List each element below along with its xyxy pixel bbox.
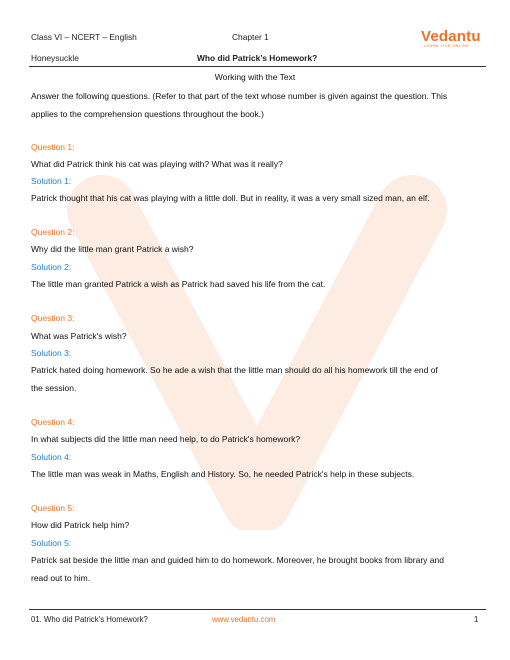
chapter-title: Who did Patrick’s Homework? [197, 53, 318, 63]
question-text: In what subjects did the little man need help, to do Patrick's homework? [31, 434, 301, 444]
section-title: Working with the Text [214, 72, 296, 82]
footer-website-link[interactable]: www.vedantu.com [212, 615, 276, 624]
answer-text: read out to him. [31, 573, 91, 583]
solution-label: Solution 4: [31, 452, 72, 462]
class-label: Class VI – NCERT – English [31, 32, 137, 42]
page-number: 1 [474, 615, 479, 624]
logo-tagline: LEARN LIVE ONLINE [424, 44, 470, 48]
answer-text: Patrick thought that his cat was playing with a little doll. But in reality, it was a very small sized man, an elf. [31, 193, 430, 203]
footer-chapter: 01. Who did Patrick’s Homework? [31, 615, 148, 624]
question-text: Why did the little man grant Patrick a wish? [31, 244, 194, 254]
question-text: What did Patrick think his cat was playing with? What was it really? [31, 159, 283, 169]
question-text: How did Patrick help him? [31, 520, 130, 530]
question-label: Question 4: [31, 417, 75, 427]
logo-wordmark: Vedantu [421, 28, 481, 45]
solution-label: Solution 2: [31, 262, 72, 272]
solution-label: Solution 3: [31, 348, 72, 358]
question-label: Question 3: [31, 313, 75, 323]
solution-label: Solution 1: [31, 176, 72, 186]
chapter-label: Chapter 1 [232, 32, 269, 42]
footer-rule [29, 609, 486, 610]
question-text: What was Patrick's wish? [31, 331, 127, 341]
question-label: Question 1: [31, 142, 75, 152]
answer-text: the session. [31, 383, 77, 393]
answer-text: Patrick sat beside the little man and guided him to do homework. Moreover, he brought books from library and [31, 555, 444, 565]
intro-text: Answer the following questions. (Refer to that part of the text whose number is given against the question. This [31, 91, 448, 101]
question-label: Question 2: [31, 227, 75, 237]
answer-text: The little man was weak in Maths, English and History. So, he needed Patrick's help in these subjects. [31, 469, 415, 479]
solution-label: Solution 5: [31, 538, 72, 548]
vedantu-logo [421, 28, 481, 50]
question-label: Question 5: [31, 503, 75, 513]
book-label: Honeysuckle [31, 53, 79, 63]
header-rule [29, 66, 486, 67]
intro-text: applies to the comprehension questions throughout the book.) [31, 109, 264, 119]
answer-text: Patrick hated doing homework. So he ade a wish that the little man should do all his homework till the end of [31, 365, 438, 375]
answer-text: The little man granted Patrick a wish as Patrick had saved his life from the cat. [31, 279, 326, 289]
